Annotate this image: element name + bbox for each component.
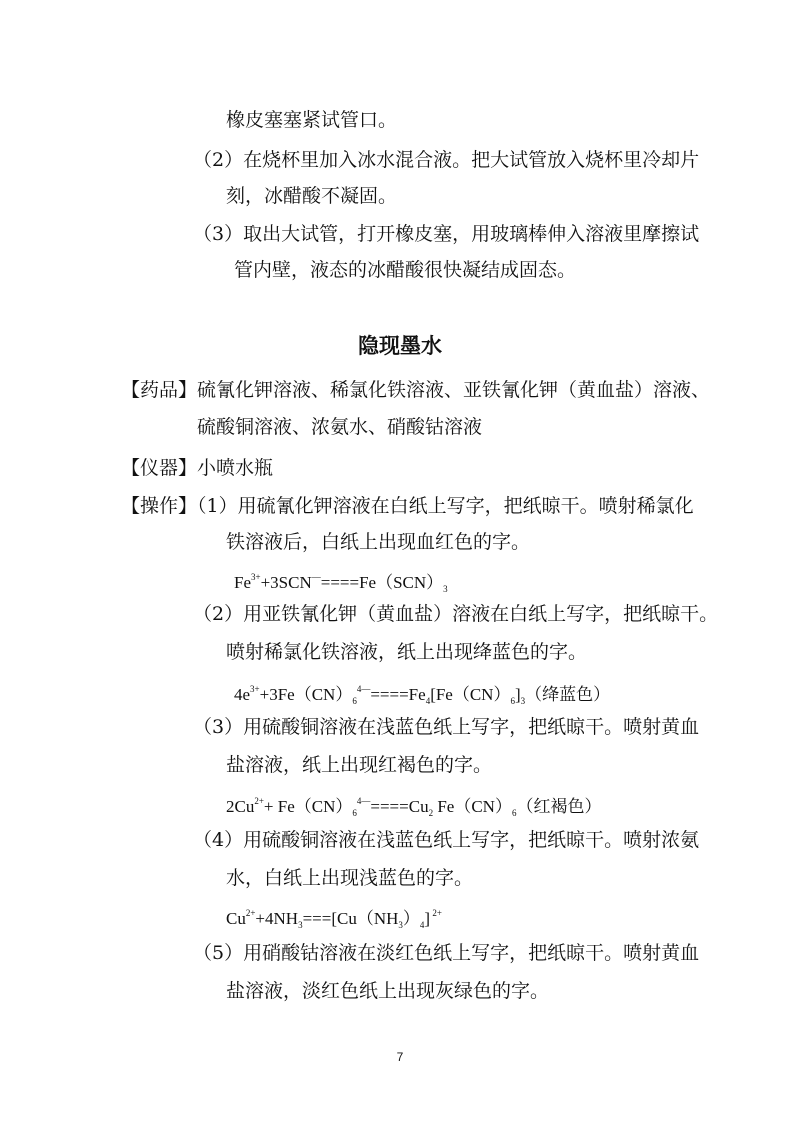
section-title: 隐现墨水 — [358, 334, 442, 358]
step-1-line-1: （1）用硫氰化钾溶液在白纸上写字，把纸晾干。喷射稀氯化 — [197, 495, 694, 517]
operation-label: 【操作】 — [121, 495, 198, 517]
intro-line-3: 刻，冰醋酸不凝固。 — [226, 185, 398, 207]
instruments-text: 小喷水瓶 — [197, 457, 274, 479]
step-4-line-2: 水，白纸上出现浅蓝色的字。 — [226, 867, 474, 889]
equation-2: $4e^{3+}+3Fe(CN)_6^{4—}====Fe_4[Fe(CN)_6]_3$（绛蓝色） — [234, 684, 611, 706]
step-4-line-1: （4）用硫酸铜溶液在浅蓝色纸上写字，把纸晾干。喷射浓氨 — [193, 829, 700, 851]
equation-4: $Cu^{2+}+4NH_3===[Cu(NH_3)_4]$ $^{2+}$ — [226, 908, 442, 930]
drugs-line-1: 硫氰化钾溶液、稀氯化铁溶液、亚铁氰化钾（黄血盐）溶液、 — [197, 379, 711, 401]
intro-line-5: 管内壁，液态的冰醋酸很快凝结成固态。 — [234, 259, 577, 281]
intro-line-4: （3）取出大试管，打开橡皮塞，用玻璃棒伸入溶液里摩擦试 — [193, 223, 700, 245]
instruments-label: 【仪器】 — [121, 457, 198, 479]
drugs-label: 【药品】 — [121, 379, 198, 401]
step-5-line-2: 盐溶液，淡红色纸上出现灰绿色的字。 — [226, 980, 550, 1002]
step-2-line-2: 喷射稀氯化铁溶液，纸上出现绛蓝色的字。 — [226, 641, 588, 663]
instruments-row — [121, 456, 273, 480]
equation-1: $Fe^{3+}+3SCN^—====Fe(SCN)_3$ — [234, 572, 448, 594]
step-2-line-1: （2）用亚铁氰化钾（黄血盐）溶液在白纸上写字，把纸晾干。 — [193, 603, 719, 625]
step-5-line-1: （5）用硝酸钴溶液在淡红色纸上写字，把纸晾干。喷射黄血 — [193, 942, 700, 964]
operation-row — [121, 494, 694, 518]
drugs-line-2: 硫酸铜溶液、浓氨水、硝酸钴溶液 — [197, 416, 483, 438]
intro-line-1: 橡皮塞塞紧试管口。 — [226, 109, 398, 131]
step-1-line-2: 铁溶液后，白纸上出现血红色的字。 — [226, 531, 531, 553]
step-3-line-2: 盐溶液，纸上出现红褐色的字。 — [226, 754, 493, 776]
equation-3: $2Cu^{2+}+ Fe(CN)_6^{4—}====Cu_2$ $Fe(CN)_6$（红褐色） — [226, 796, 602, 818]
drugs-row — [121, 378, 710, 402]
step-3-line-1: （3）用硫酸铜溶液在浅蓝色纸上写字，把纸晾干。喷射黄血 — [193, 716, 700, 738]
intro-line-2: （2）在烧杯里加入冰水混合液。把大试管放入烧杯里冷却片 — [193, 149, 700, 171]
page-number: 7 — [396, 1050, 404, 1064]
